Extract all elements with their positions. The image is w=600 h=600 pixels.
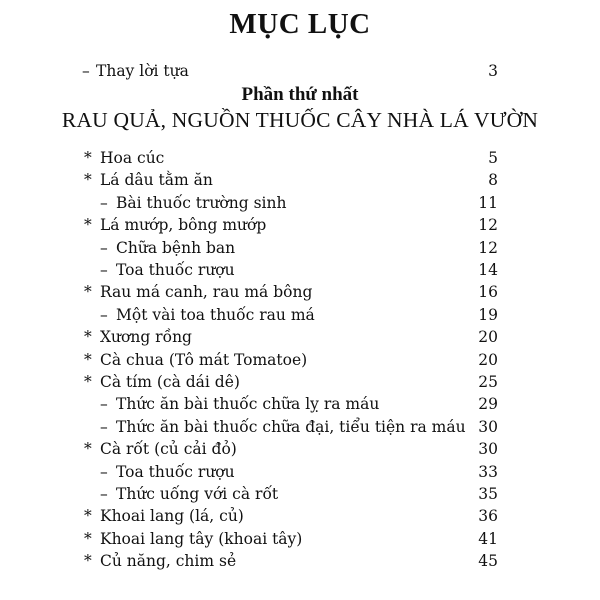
toc-entry-label: Thức ăn bài thuốc chữa đại, tiểu tiện ra máu <box>116 417 466 436</box>
toc-entry-page: 20 <box>478 328 498 347</box>
toc-entry-label: Thức ăn bài thuốc chữa lỵ ra máu <box>116 395 380 414</box>
toc-entry[interactable] <box>0 214 600 236</box>
toc-entry[interactable] <box>0 349 600 371</box>
toc-entry-page: 29 <box>478 395 498 414</box>
dash-marker: – <box>100 305 108 324</box>
toc-entry-label: Chữa bệnh ban <box>116 238 236 257</box>
asterisk-marker: * <box>84 216 92 235</box>
toc-entry-page: 12 <box>478 238 498 257</box>
toc-entry-label: Lá mướp, bông mướp <box>100 216 267 235</box>
toc-entry[interactable] <box>0 281 600 303</box>
toc-entry-label: Lá dâu tằm ăn <box>100 171 213 190</box>
toc-entry-page: 5 <box>488 149 498 167</box>
dash-marker: – <box>100 395 108 414</box>
toc-entry-label: Toa thuốc rượu <box>116 462 235 481</box>
toc-entry-page: 20 <box>478 350 498 369</box>
toc-entry-label: Cà tím (cà dái dê) <box>100 373 240 391</box>
toc-entry-label: Bài thuốc trường sinh <box>116 193 287 212</box>
dash-marker: – <box>100 485 108 503</box>
toc-entry-page: 14 <box>478 261 498 279</box>
dash-marker: – <box>100 238 108 257</box>
toc-entry-page: 30 <box>478 440 498 459</box>
dash-marker: – <box>100 193 108 212</box>
toc-entry[interactable] <box>0 438 600 460</box>
toc-entry-label: Hoa cúc <box>100 149 165 167</box>
toc-entry[interactable] <box>0 416 600 438</box>
toc-entry-label: Củ năng, chim sẻ <box>100 552 237 571</box>
toc-entry-label: Thức uống với cà rốt <box>116 485 279 503</box>
toc-entry[interactable] <box>0 371 600 393</box>
toc-entry-label: Cà chua (Tô mát Tomatoe) <box>100 350 308 369</box>
toc-entry-label: Khoai lang tây (khoai tây) <box>100 529 303 548</box>
toc-entry[interactable] <box>0 326 600 348</box>
part-heading: Phần thứ nhất <box>241 84 359 105</box>
toc-entry-page: 41 <box>478 529 498 548</box>
toc-entry[interactable] <box>0 550 600 572</box>
asterisk-marker: * <box>84 328 92 347</box>
toc-entry[interactable] <box>0 147 600 169</box>
toc-entry-label: Toa thuốc rượu <box>116 261 235 279</box>
toc-entry-page: 36 <box>478 507 498 526</box>
toc-entry[interactable] <box>0 304 600 326</box>
asterisk-marker: * <box>84 552 92 571</box>
toc-entry[interactable] <box>0 192 600 214</box>
page-title: MỤC LỤC <box>229 8 371 40</box>
toc-entry-page: 25 <box>478 373 498 391</box>
toc-entry-page: 35 <box>478 485 498 503</box>
asterisk-marker: * <box>84 440 92 459</box>
toc-entry[interactable] <box>0 237 600 259</box>
toc-entry[interactable] <box>0 483 600 505</box>
toc-entry-page: 11 <box>478 193 498 212</box>
asterisk-marker: * <box>84 507 92 526</box>
toc-entry-page: 33 <box>478 462 498 481</box>
asterisk-marker: * <box>84 529 92 548</box>
toc-entry-page: 3 <box>488 62 498 80</box>
toc-entry[interactable] <box>0 528 600 550</box>
toc-entry-label: Cà rốt (củ cải đỏ) <box>100 440 237 459</box>
toc-entry[interactable] <box>0 393 600 415</box>
dash-marker: – <box>100 261 108 279</box>
toc-entry[interactable] <box>0 259 600 281</box>
asterisk-marker: * <box>84 373 92 391</box>
dash-marker: – <box>100 417 108 436</box>
dash-marker: – <box>82 62 90 80</box>
toc-entry[interactable] <box>0 169 600 191</box>
toc-entry-page: 45 <box>478 552 498 571</box>
toc-entry-page: 30 <box>478 417 498 436</box>
asterisk-marker: * <box>84 149 92 167</box>
toc-entry-label: Rau má canh, rau má bông <box>100 283 313 302</box>
asterisk-marker: * <box>84 350 92 369</box>
asterisk-marker: * <box>84 283 92 302</box>
asterisk-marker: * <box>84 171 92 190</box>
toc-entry-page: 19 <box>478 305 498 324</box>
toc-entry-page: 12 <box>478 216 498 235</box>
toc-entry-label: Khoai lang (lá, củ) <box>100 507 244 526</box>
toc-entry-label: Xương rồng <box>100 328 192 347</box>
toc-entry-label: Thay lời tựa <box>96 62 189 80</box>
toc-preface-entry[interactable] <box>0 60 600 82</box>
toc-entry[interactable] <box>0 461 600 483</box>
part-title: RAU QUẢ, NGUỒN THUỐC CÂY NHÀ LÁ VƯỜN <box>61 108 539 132</box>
toc-entry-page: 8 <box>488 171 498 190</box>
toc-entry[interactable] <box>0 505 600 527</box>
toc-entry-label: Một vài toa thuốc rau má <box>116 305 315 324</box>
dash-marker: – <box>100 462 108 481</box>
toc-entry-page: 16 <box>478 283 498 302</box>
